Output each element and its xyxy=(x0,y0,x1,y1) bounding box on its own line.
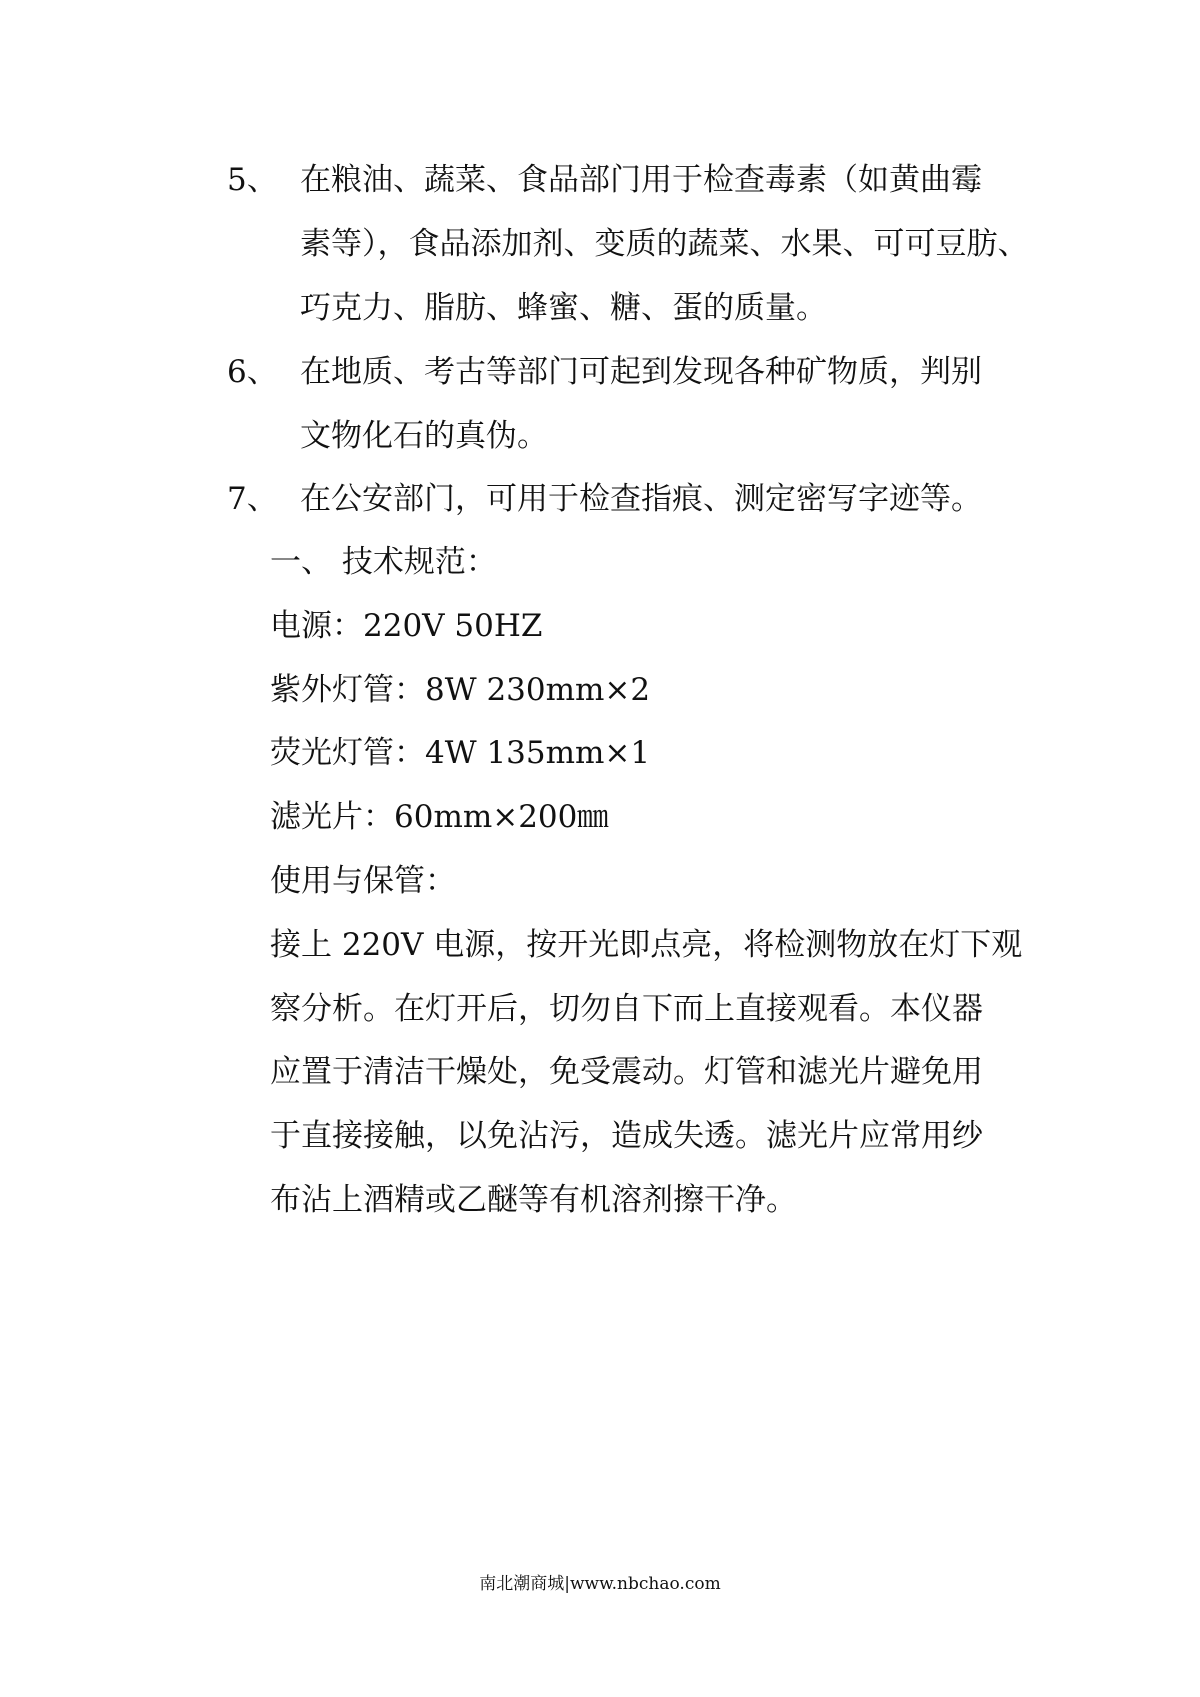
usage-line-5: 布沾上酒精或乙醚等有机溶剂擦干净。 xyxy=(270,1182,797,1218)
item5-line-3: 巧克力、脂肪、蜂蜜、糖、蛋的质量。 xyxy=(300,290,827,326)
spec-power: 电源：220V 50HZ xyxy=(270,608,543,644)
spec-fluorescent-tube: 荧光灯管：4W 135mm×1 xyxy=(270,735,651,771)
usage-line-3: 应置于清洁干燥处，免受震动。灯管和滤光片避免用 xyxy=(270,1054,983,1090)
usage-heading: 使用与保管： xyxy=(270,863,456,899)
list-number-6: 6、 xyxy=(227,354,278,390)
item5-line-1: 在粮油、蔬菜、食品部门用于检查毒素（如黄曲霉 xyxy=(300,162,982,198)
list-number-7: 7、 xyxy=(227,481,278,517)
specs-heading: 一、 技术规范： xyxy=(270,544,497,580)
footer-site-link[interactable]: 南北潮商城|www.nbchao.com xyxy=(479,1574,721,1594)
list-number-5: 5、 xyxy=(227,162,278,198)
usage-line-2: 察分析。在灯开后，切勿自下而上直接观看。本仪器 xyxy=(270,991,983,1027)
item5-line-2: 素等），食品添加剂、变质的蔬菜、水果、可可豆肪、 xyxy=(300,226,1029,262)
item6-line-1: 在地质、考古等部门可起到发现各种矿物质，判别 xyxy=(300,354,982,390)
usage-line-1: 接上 220V 电源，按开光即点亮，将检测物放在灯下观 xyxy=(270,927,1023,963)
item7-line-1: 在公安部门，可用于检查指痕、测定密写字迹等。 xyxy=(300,481,982,517)
spec-filter: 滤光片：60mm×200㎜ xyxy=(270,799,609,835)
spec-uv-tube: 紫外灯管：8W 230mm×2 xyxy=(270,672,651,708)
item6-line-2: 文物化石的真伪。 xyxy=(300,418,548,454)
usage-line-4: 于直接接触，以免沾污，造成失透。滤光片应常用纱 xyxy=(270,1118,983,1154)
